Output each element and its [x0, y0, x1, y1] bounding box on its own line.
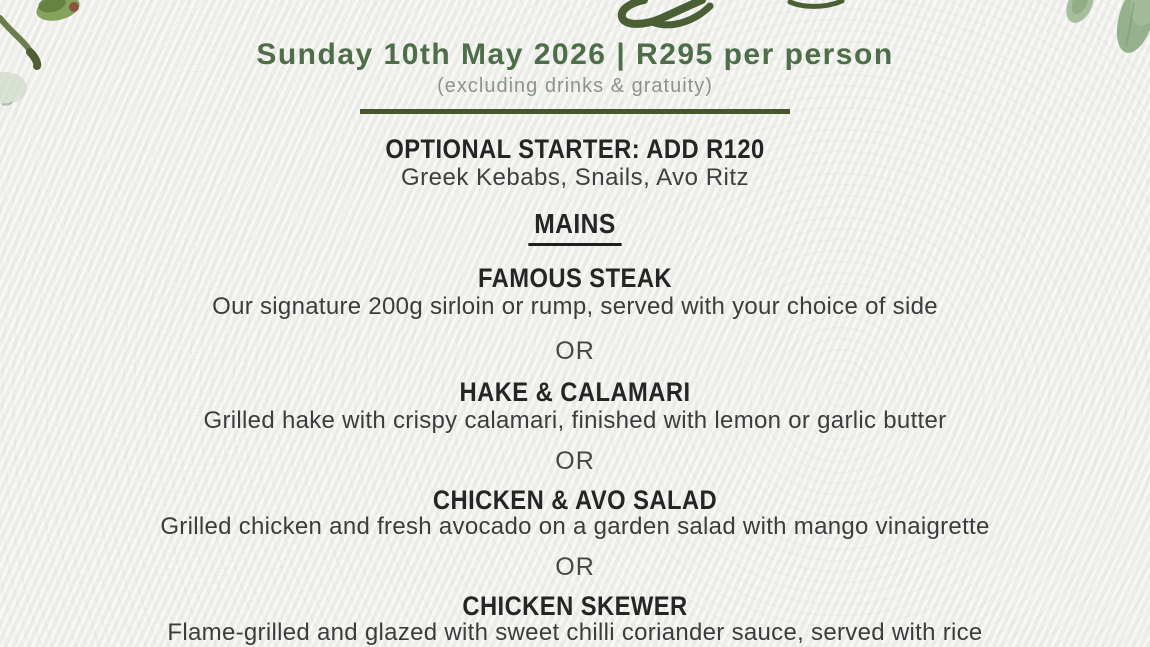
- starter-items: Greek Kebabs, Snails, Avo Ritz: [400, 164, 750, 191]
- script-lettering-fragment-icon: [600, 0, 860, 32]
- or-separator: OR: [555, 553, 595, 581]
- dish-description: Grilled hake with crispy calamari, finished with lemon or garlic butter: [203, 407, 947, 434]
- price-note: (excluding drinks & gratuity): [437, 75, 713, 97]
- starter-title: OPTIONAL STARTER: ADD R120: [385, 134, 765, 164]
- date-and-price: Sunday 10th May 2026 | R295 per person: [256, 38, 894, 71]
- dish-name-chicken-avo-salad: CHICKEN & AVO SALAD: [432, 485, 718, 515]
- dish-description: Grilled chicken and fresh avocado on a garden salad with mango vinaigrette: [160, 513, 990, 540]
- dish-name-famous-steak: FAMOUS STEAK: [477, 263, 673, 293]
- or-separator: OR: [555, 337, 595, 365]
- mains-heading-label: MAINS: [528, 208, 622, 246]
- dish-name-hake-calamari: HAKE & CALAMARI: [459, 377, 691, 407]
- header-divider: [360, 109, 790, 114]
- or-separator: OR: [555, 447, 595, 475]
- dish-description: Flame-grilled and glazed with sweet chilli coriander sauce, served with rice: [167, 619, 983, 646]
- dish-name-chicken-skewer: CHICKEN SKEWER: [462, 591, 688, 621]
- dish-description: Our signature 200g sirloin or rump, served with your choice of side: [212, 293, 938, 320]
- mains-heading: [69, 208, 1081, 246]
